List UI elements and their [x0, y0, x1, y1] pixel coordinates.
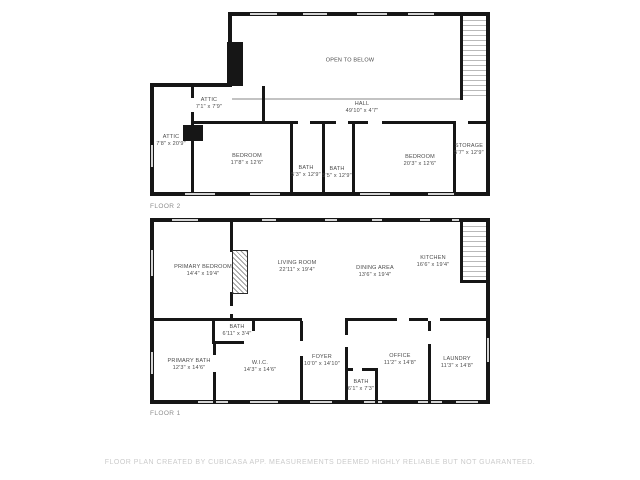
railing: [232, 98, 460, 100]
room-dims: 6'1" x 7'3": [347, 386, 375, 392]
room-label-laundry: [441, 356, 473, 370]
room-dims: 22'11" x 19'4": [279, 267, 315, 273]
room-dims: 12'3" x 14'6": [172, 365, 206, 371]
window: [364, 401, 382, 403]
wall: [345, 347, 348, 404]
window: [185, 193, 215, 195]
room-dims: 5'3" x 12'9": [291, 172, 321, 178]
room-label-bedroom-right: [404, 154, 437, 168]
room-name: PRIMARY BEDROOM: [174, 264, 232, 270]
wall: [348, 121, 368, 124]
wall: [345, 321, 348, 335]
open-to-below-label: OPEN TO BELOW: [325, 57, 375, 64]
room-label-primary-bedroom: [174, 264, 232, 278]
window: [303, 13, 327, 15]
window: [428, 193, 454, 195]
room-dims: 11'3" x 14'8": [440, 363, 474, 369]
wall: [345, 318, 397, 321]
window: [151, 250, 153, 276]
disclaimer-text: FLOOR PLAN CREATED BY CUBICASA APP. MEASUREMENTS DEEMED HIGHLY RELIABLE BUT NOT GUARANTEED.: [104, 459, 536, 466]
room-label-living-room: [278, 260, 317, 274]
room-name: LIVING ROOM: [277, 260, 317, 266]
room-dims: 6'11" x 3'4": [222, 331, 252, 337]
wall: [322, 124, 325, 192]
wall: [194, 121, 264, 124]
wall: [150, 83, 154, 196]
room-dims: 7'1" x 7'9": [195, 104, 223, 110]
wall: [428, 321, 431, 331]
window: [250, 401, 278, 403]
room-dims: 7'8" x 20'9": [156, 141, 186, 147]
window: [151, 145, 153, 167]
window: [456, 401, 478, 403]
room-label-hall: [346, 101, 379, 115]
wall: [409, 318, 428, 321]
room-dims: 11'2" x 14'8": [383, 360, 417, 366]
wall: [212, 341, 244, 344]
window: [357, 13, 387, 15]
window: [250, 13, 277, 15]
window: [250, 193, 280, 195]
room-name: KITCHEN: [420, 255, 446, 261]
room-dims: 10'0" x 14'10": [303, 361, 341, 367]
room-label-office: [384, 353, 416, 367]
room-dims: 49'10" x 4'7": [345, 108, 379, 114]
wall: [290, 124, 293, 192]
wall: [213, 343, 216, 355]
room-dims: 17'8" x 12'6": [230, 160, 264, 166]
room-label-attic-top: [196, 97, 222, 111]
room-dims: 20'3" x 12'6": [403, 161, 437, 167]
window: [262, 219, 276, 221]
room-name: BATH: [298, 165, 314, 171]
wall: [428, 344, 431, 404]
room-dims: 13'6" x 19'4": [358, 272, 392, 278]
wall: [230, 292, 233, 306]
room-label-storage: [454, 143, 484, 157]
room-dims: 5'5" x 12'9": [322, 173, 352, 179]
window: [360, 193, 390, 195]
room-name: W.I.C.: [251, 360, 269, 366]
wall: [213, 372, 216, 404]
wall: [352, 124, 355, 192]
wall: [375, 368, 378, 404]
wall: [300, 321, 303, 341]
room-name: BEDROOM: [232, 153, 262, 159]
room-name: OFFICE: [389, 353, 411, 359]
room-name: HALL: [354, 101, 370, 107]
wall: [191, 112, 194, 192]
room-label-bath-2: [322, 166, 352, 180]
wall: [486, 12, 490, 196]
room-label-bath-bottom: [348, 379, 374, 393]
room-name: BATH: [229, 324, 245, 330]
wall: [440, 318, 489, 321]
room-name: LAUNDRY: [443, 356, 471, 362]
room-label-attic-left: [156, 134, 186, 148]
room-label-wic: [244, 360, 277, 374]
wall: [453, 124, 456, 192]
window: [452, 219, 459, 221]
room-dims: 14'4" x 19'4": [186, 271, 220, 277]
window: [408, 13, 434, 15]
wall: [150, 218, 154, 404]
room-label-primary-bath: [167, 358, 210, 372]
room-label-foyer: [304, 354, 340, 368]
window: [372, 219, 382, 221]
wall: [460, 280, 489, 283]
floor1-label: FLOOR 1: [150, 410, 181, 417]
window: [487, 338, 489, 362]
room-label-kitchen: [417, 255, 450, 269]
room-name: DINING AREA: [356, 265, 394, 271]
room-name: ATTIC: [200, 97, 218, 103]
window: [325, 219, 337, 221]
entry-door: [310, 401, 332, 403]
staircase: [463, 16, 486, 98]
room-name: BATH: [329, 166, 345, 172]
wall: [150, 218, 490, 222]
room-label-dining-area: [356, 265, 394, 279]
wall: [300, 356, 303, 404]
staircase: [463, 222, 486, 280]
room-name: ATTIC: [162, 134, 180, 140]
room-label-bath-top: [222, 324, 251, 338]
window: [172, 219, 198, 221]
wall: [150, 318, 302, 321]
room-label-bath-1: [291, 165, 321, 179]
wall: [230, 222, 233, 252]
window: [420, 219, 430, 221]
room-name: STORAGE: [454, 143, 484, 149]
wall: [468, 121, 489, 124]
room-label-bedroom-left: [231, 153, 264, 167]
chimney: [227, 42, 243, 86]
room-name: PRIMARY BATH: [167, 358, 211, 364]
wall: [486, 218, 490, 404]
room-name: BEDROOM: [405, 154, 435, 160]
wall: [262, 86, 265, 124]
fireplace-hatch: [232, 250, 248, 294]
wall: [382, 121, 456, 124]
floor2-label: FLOOR 2: [150, 203, 181, 210]
room-name: FOYER: [312, 354, 332, 360]
room-dims: 16'6" x 19'4": [416, 262, 450, 268]
wall: [191, 86, 194, 98]
wall: [212, 321, 215, 343]
wall: [345, 368, 353, 371]
wall: [252, 321, 255, 331]
room-dims: 14'3" x 14'6": [243, 367, 277, 373]
room-name: BATH: [353, 379, 369, 385]
window: [151, 352, 153, 374]
room-dims: 5'7" x 12'9": [454, 150, 484, 156]
